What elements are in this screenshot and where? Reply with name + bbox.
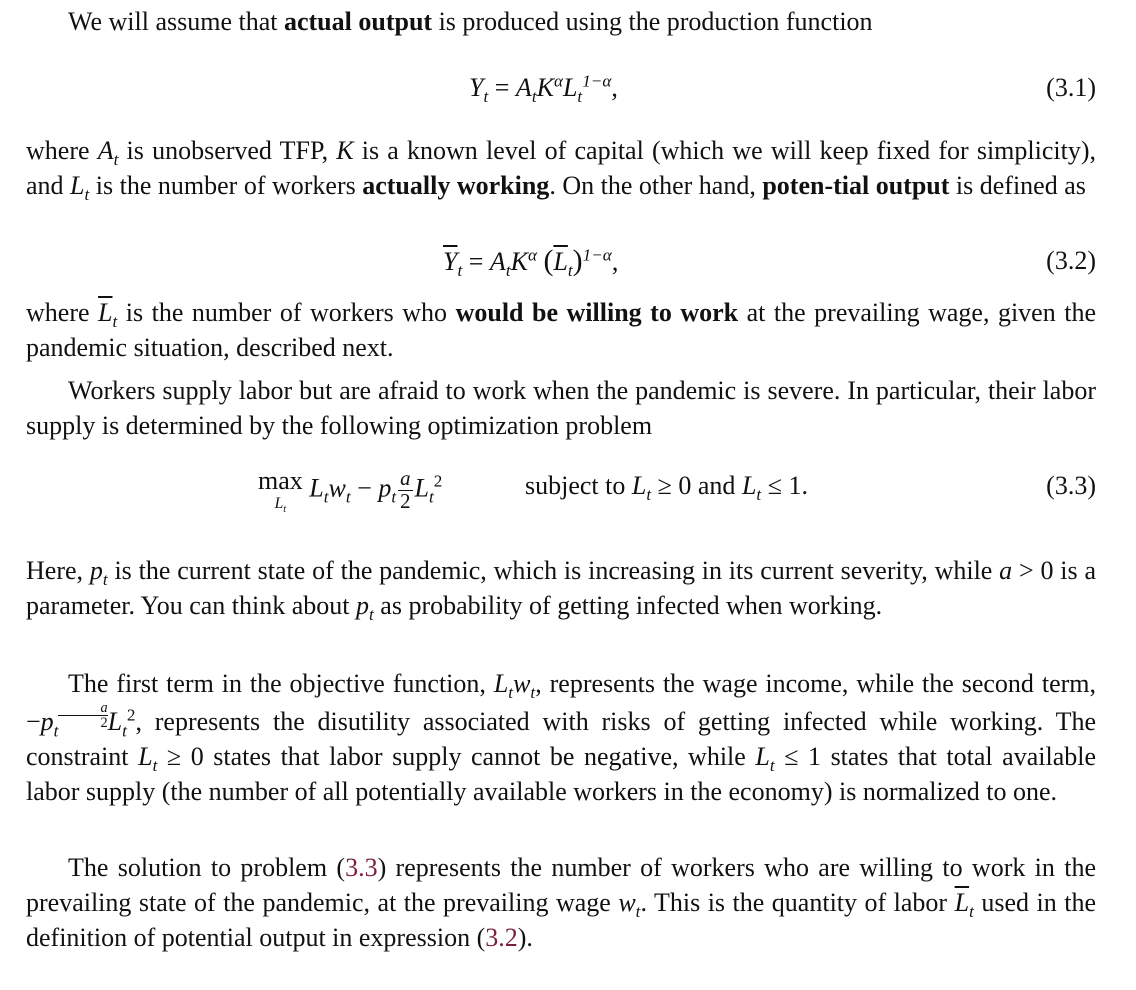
equation-3-1	[26, 70, 1096, 110]
equation-3-2	[26, 243, 1096, 283]
equation-3-2-body: $\overline{Y}_t = A_tK^\alpha$ $(\overline{L}_t)^{1-\alpha}$,	[443, 244, 619, 281]
paragraph-pandemic-state: Here, $p_t$ is the current state of the pandemic, which is increasing in its current severity, while a > 0 is a parameter. You can think about $p_t$ as probability of getting infected when working.	[26, 556, 1097, 625]
equation-3-2-number: (3.2)	[1046, 246, 1096, 275]
equation-3-3	[26, 468, 1096, 528]
paragraph-definitions: where $A_t$ is unobserved TFP, K is a known level of capital (which we will keep fixed for simplicity), and $L_t$ is the number of workers actually working. On the other hand, poten-tial output is defined as	[26, 136, 1097, 205]
term-potential-output: poten-tial output	[762, 171, 950, 200]
term-actual-output: actual output	[283, 7, 433, 36]
equation-3-3-objective: max $L_t$ $L_tw_t - p_t$ $\frac{a}{2}$ $L_t^2$	[258, 466, 443, 516]
equation-3-1-body: $Y_t = A_tK^\alpha L_t^{1-\alpha}$,	[469, 71, 618, 107]
paragraph-objective-terms: The first term in the objective function, $L_tw_t$, represents the wage income, while the second term, $-p_t$ $\frac{a}{2}$ $L_t^2$, represents the disutility associated with risks of getting infected while working. The constraint $L_t \ge 0$ states that labor supply cannot be negative, while $L_t \le 1$ states that total available labor supply (the number of all potentially available workers in the economy) is normalized to one.	[26, 669, 1097, 807]
equation-3-3-constraint: subject to $L_t \ge 0$ and $L_t \le 1$.	[525, 471, 808, 505]
paragraph-intro: We will assume that actual output is produced using the production function	[68, 7, 873, 36]
equation-3-2-link[interactable]: 3.2	[485, 923, 518, 952]
paragraph-labor-supply: Workers supply labor but are afraid to work when the pandemic is severe. In particular, their labor supply is determined by the following optimization problem	[26, 376, 1096, 440]
term-willing-to-work: would be willing to work	[455, 298, 739, 327]
equation-3-3-number: (3.3)	[1046, 471, 1096, 500]
paragraph-potential-labor: where $\overline{L}_t$ is the number of workers who would be willing to work at the prevailing wage, given the pandemic situation, described next.	[26, 298, 1096, 362]
paragraph-solution: The solution to problem (3.3) represents the number of workers who are willing to work in the prevailing state of the pandemic, at the prevailing wage $w_t$. This is the quantity of labor $\overline{L}_t$ used in the definition of potential output in expression (3.2).	[26, 853, 1096, 952]
equation-3-1-number: (3.1)	[1046, 73, 1096, 102]
equation-3-3-link[interactable]: 3.3	[345, 853, 378, 882]
term-actually-working: actually working	[362, 171, 550, 200]
